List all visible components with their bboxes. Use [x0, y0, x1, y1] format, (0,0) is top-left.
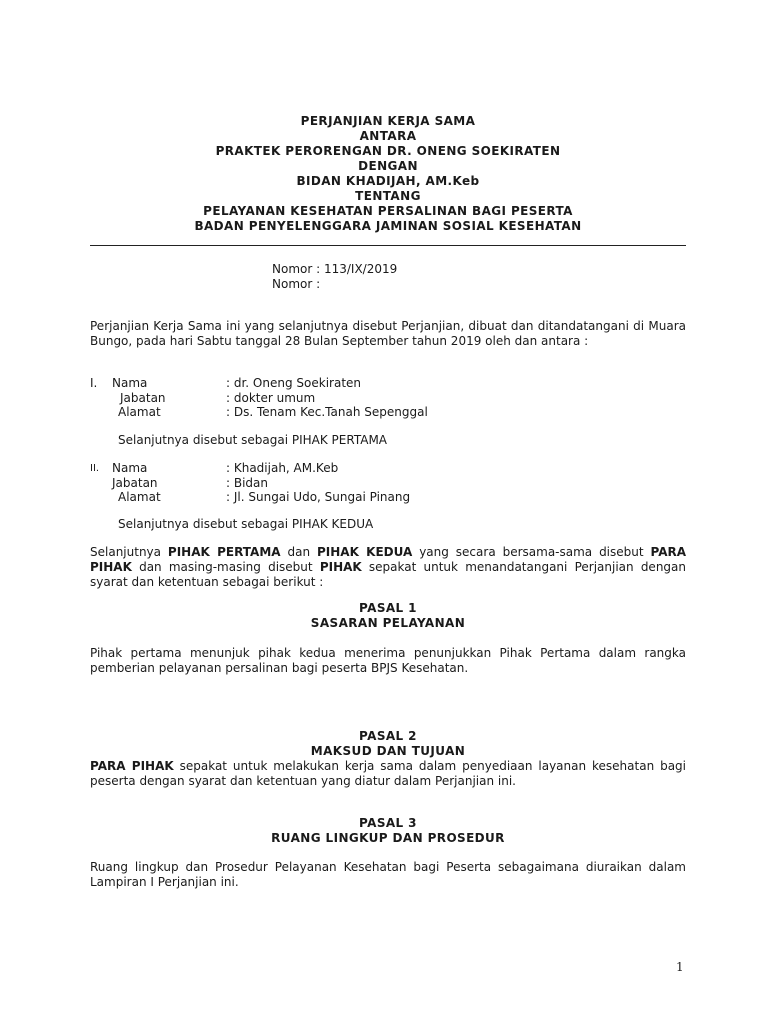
agreement-bold-4: PIHAK	[319, 560, 362, 574]
nomor-line-2: Nomor :	[272, 277, 321, 291]
party-second-nama-value: : Khadijah, AM.Keb	[226, 461, 339, 475]
header-line-3: PRAKTEK PERORENGAN DR. ONENG SOEKIRATEN	[215, 144, 561, 158]
agreement-bold-2: PIHAK KEDUA	[316, 545, 413, 559]
agreement-text-1: Selanjutnya	[90, 545, 168, 559]
party-second	[90, 461, 686, 505]
intro-paragraph: Perjanjian Kerja Sama ini yang selanjutnya disebut Perjanjian, dibuat dan ditandatangani di Muara Bungo, pada hari Sabtu tanggal 28 Bulan September tahun 2019 oleh dan antara :	[90, 319, 686, 348]
party-first-designation: Selanjutnya disebut sebagai PIHAK PERTAMA	[118, 433, 388, 447]
party-first	[90, 376, 686, 420]
party-second-nama-label: Nama	[112, 461, 148, 475]
pasal-2-number: PASAL 2	[359, 729, 417, 743]
agreement-text-5: sepakat untuk menandatangani Perjanjian dengan syarat dan ketentuan sebagai berikut :	[90, 560, 686, 589]
agreement-text-2: dan	[280, 545, 317, 559]
pasal-2-heading	[90, 729, 686, 759]
party-first-alamat-value: : Ds. Tenam Kec.Tanah Sepenggal	[226, 405, 428, 419]
party-first-jabatan-value: : dokter umum	[226, 390, 316, 405]
pasal-1-text: Pihak pertama menunjuk pihak kedua menerima penunjukkan Pihak Pertama dalam rangka pemberian pelayanan persalinan bagi peserta BPJS Kesehatan.	[90, 646, 686, 675]
header-line-8: BADAN PENYELENGGARA JAMINAN SOSIAL KESEHATAN	[194, 219, 582, 233]
agreement-bold-1: PIHAK PERTAMA	[167, 545, 281, 559]
header-line-5: BIDAN KHADIJAH, AM.Keb	[296, 174, 480, 188]
document-header	[90, 114, 686, 234]
party-second-number: II.	[90, 463, 100, 474]
party-first-jabatan-label: Jabatan	[120, 390, 166, 405]
nomor-line-1: Nomor : 113/IX/2019	[272, 262, 398, 276]
pasal-2-title: MAKSUD DAN TUJUAN	[310, 744, 466, 758]
pasal-1-number: PASAL 1	[359, 601, 417, 615]
pasal-1-heading	[90, 601, 686, 631]
party-second-designation: Selanjutnya disebut sebagai PIHAK KEDUA	[118, 517, 374, 531]
header-line-2: ANTARA	[359, 129, 417, 143]
header-line-6: TENTANG	[355, 189, 421, 203]
party-first-number: I.	[90, 376, 98, 390]
pasal-3-number: PASAL 3	[359, 816, 417, 830]
header-line-4: DENGAN	[358, 159, 418, 173]
header-line-7: PELAYANAN KESEHATAN PERSALINAN BAGI PESERTA	[203, 204, 573, 218]
pasal-1-title: SASARAN PELAYANAN	[310, 616, 466, 630]
agreement-text-3: yang secara bersama-sama disebut	[412, 545, 651, 559]
party-first-nama-value: : dr. Oneng Soekiraten	[226, 376, 362, 390]
pasal-3-title: RUANG LINGKUP DAN PROSEDUR	[271, 831, 505, 845]
document-number	[272, 262, 397, 292]
pasal-3-text: Ruang lingkup dan Prosedur Pelayanan Kesehatan bagi Peserta sebagaimana diuraikan dalam Lampiran I Perjanjian ini.	[90, 860, 686, 889]
agreement-paragraph	[90, 545, 686, 590]
pasal-2-text	[90, 759, 686, 789]
party-second-jabatan-value: : Bidan	[226, 475, 268, 490]
party-second-jabatan-label: Jabatan	[112, 475, 158, 490]
pasal-2-body: sepakat untuk melakukan kerja sama dalam penyediaan layanan kesehatan bagi peserta dengan syarat dan ketentuan yang diatur dalam Perjanjian ini.	[90, 759, 687, 788]
party-second-alamat-label: Alamat	[118, 490, 161, 504]
header-divider	[90, 245, 686, 246]
agreement-text-4: dan masing-masing disebut	[131, 560, 320, 574]
agreement-bold-3: PARA PIHAK	[90, 545, 687, 574]
header-line-1: PERJANJIAN KERJA SAMA	[300, 114, 476, 128]
pasal-3-heading	[90, 816, 686, 846]
page-number: 1	[676, 960, 684, 974]
party-first-nama-label: Nama	[112, 376, 148, 390]
party-first-alamat-label: Alamat	[118, 405, 161, 419]
party-second-alamat-value: : Jl. Sungai Udo, Sungai Pinang	[226, 490, 411, 504]
pasal-2-bold: PARA PIHAK	[90, 759, 174, 773]
